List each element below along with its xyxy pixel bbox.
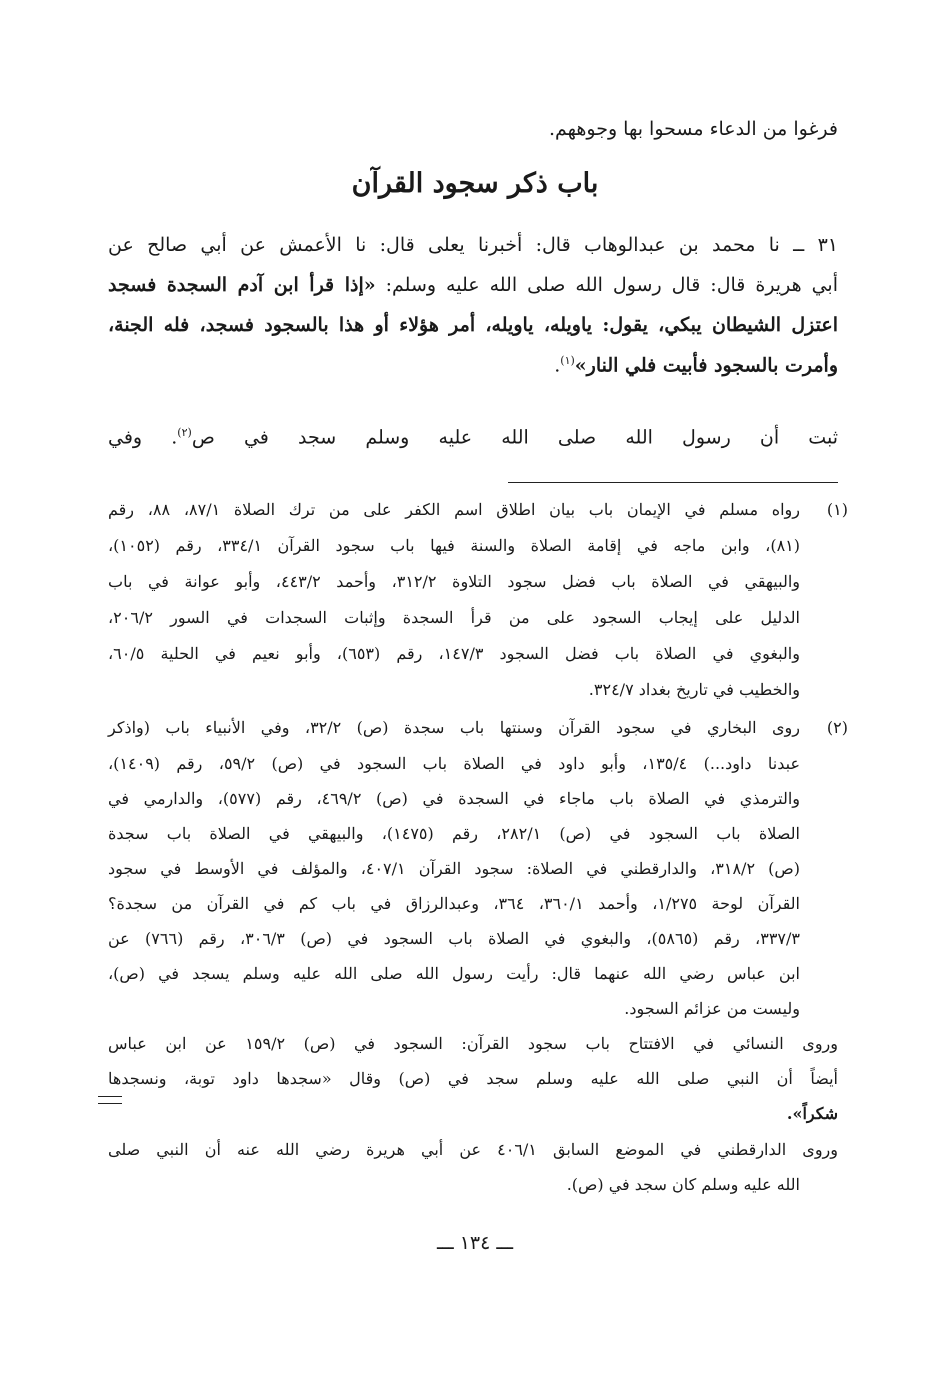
footnote-1-line: والبغوي في الصلاة باب فضل السجود ١٤٧/٣، رقم (٦٥٣)، وأبو نعيم في الحلية ٦٠/٥، — [108, 644, 800, 663]
footnote-1-line: (٨١)، وابن ماجه في إقامة الصلاة والسنة فيها باب سجود القرآن ٣٣٤/١، رقم (١٠٥٢)، — [108, 536, 800, 555]
hadith-line-1: ٣١ ــ نا محمد بن عبدالوهاب قال: أخبرنا يعلى قال: نا الأعمش عن أبي صالح عن — [108, 234, 838, 256]
footnote-2-para2-line: شكراً». — [786, 1104, 838, 1123]
footnote-2-line: عبدنا داود...) ١٣٥/٤، وأبو داود في الصلاة باب السجود في (ص) ٥٩/٢، رقم (١٤٠٩)، — [108, 754, 800, 773]
note-text: ثبت أن رسول الله صلى الله عليه وسلم سجد في ص — [191, 426, 838, 449]
hadith-line-4-bold: وأمرت بالسجود فأبيت فلي النار» — [574, 354, 838, 377]
chapter-title: باب ذكر سجود القرآن — [351, 168, 599, 199]
footnote-2-line: (ص) ٣١٨/٢، والدارقطني في الصلاة: سجود القرآن ٤٠٧/١، والمؤلف في الأوسط في سجود — [108, 859, 801, 878]
footnote-2-para3-line: الله عليه وسلم كان سجد في (ص). — [566, 1175, 800, 1194]
footnote-2-line: ٣٣٧/٣، رقم (٥٨٦٥)، والبغوي في الصلاة باب السجود في (ص) ٣٠٦/٣، رقم (٧٦٦) عن — [108, 929, 800, 948]
footnote-1-line: رواه مسلم في الإيمان باب بيان اطلاق اسم الكفر على من ترك الصلاة ٨٧/١، ٨٨، رقم — [108, 500, 801, 519]
footnote-ref-2: (٢) — [177, 426, 192, 439]
footnote-2-para3-line: وروى الدارقطني في الموضع السابق ٤٠٦/١ عن أبي هريرة رضي الله عنه أن النبي صلى — [108, 1140, 838, 1159]
hadith-line-2-bold: «إذا قرأ ابن آدم السجدة فسجد — [108, 274, 376, 296]
footnote-number-2: (٢) — [826, 718, 848, 737]
footnote-2-line: والترمذي في الصلاة باب ماجاء في السجدة في (ص) ٤٦٩/٢، رقم (٥٧٧)، والدارمي في — [108, 789, 800, 808]
footnote-ref-1: (١) — [560, 354, 575, 367]
footnote-2-line: الصلاة باب السجود في (ص) ٢٨٢/١، رقم (١٤٧٥)، والبيهقي في الصلاة باب سجدة — [108, 824, 800, 843]
note-end: . وفي — [108, 426, 178, 449]
page-number: ـــ ١٣٤ ـــ — [436, 1232, 514, 1254]
footnote-number-1: (١) — [826, 500, 848, 519]
footnote-2-line: القرآن لوحة ١/٢٧٥، وأحمد ٣٦٠/١، ٣٦٤، وعبدالرزاق في باب كم في القرآن من سجدة؟ — [108, 894, 800, 913]
footnote-1-line: والبيهقي في الصلاة باب فضل سجود التلاوة ٣١٢/٢، وأحمد ٤٤٣/٢، وأبو عوانة في باب — [108, 572, 801, 591]
note-line — [108, 426, 838, 448]
hadith-line-2 — [108, 274, 838, 296]
footnote-2-line: وليست من عزائم السجود. — [624, 999, 800, 1018]
footnote-2-line: روى البخاري في سجود القرآن وسنتها باب سجدة (ص) ٣٢/٢، وفي الأنبياء باب (واذكر — [108, 718, 801, 737]
footnote-separator — [508, 482, 838, 483]
continuation-line: فرغوا من الدعاء مسحوا بها وجوههم. — [548, 118, 838, 140]
hadith-line-4 — [554, 354, 838, 376]
footnote-1-line: الدليل على إيجاب السجود على من قرأ السجدة وإثبات السجدات في السور ٢٠٦/٢، — [108, 608, 800, 627]
hadith-line-2-plain: أبي هريرة قال: قال رسول الله صلى الله عليه وسلم: — [375, 274, 838, 296]
footnote-2-para2-line: أيضاً أن النبي صلى الله عليه وسلم سجد في (ص) وقال «سجدها داود توبة، ونسجدها — [108, 1069, 838, 1088]
footnote-2-line: ابن عباس رضي الله عنهما قال: رأيت رسول الله صلى الله عليه وسلم يسجد في (ص)، — [108, 964, 800, 983]
hadith-line-4-end: . — [554, 354, 561, 377]
continuation-mark — [98, 1096, 122, 1104]
hadith-line-3: اعتزل الشيطان يبكي، يقول: ياويله، ياويله، أمر هؤلاء أو هذا بالسجود فسجد، فله الجنة، — [108, 314, 838, 336]
footnote-2-para2-line: وروى النسائي في الافتتاح باب سجود القرآن: السجود في (ص) ١٥٩/٢ عن ابن عباس — [108, 1034, 838, 1053]
footnote-1-line: والخطيب في تاريخ بغداد ٣٢٤/٧. — [588, 680, 800, 699]
